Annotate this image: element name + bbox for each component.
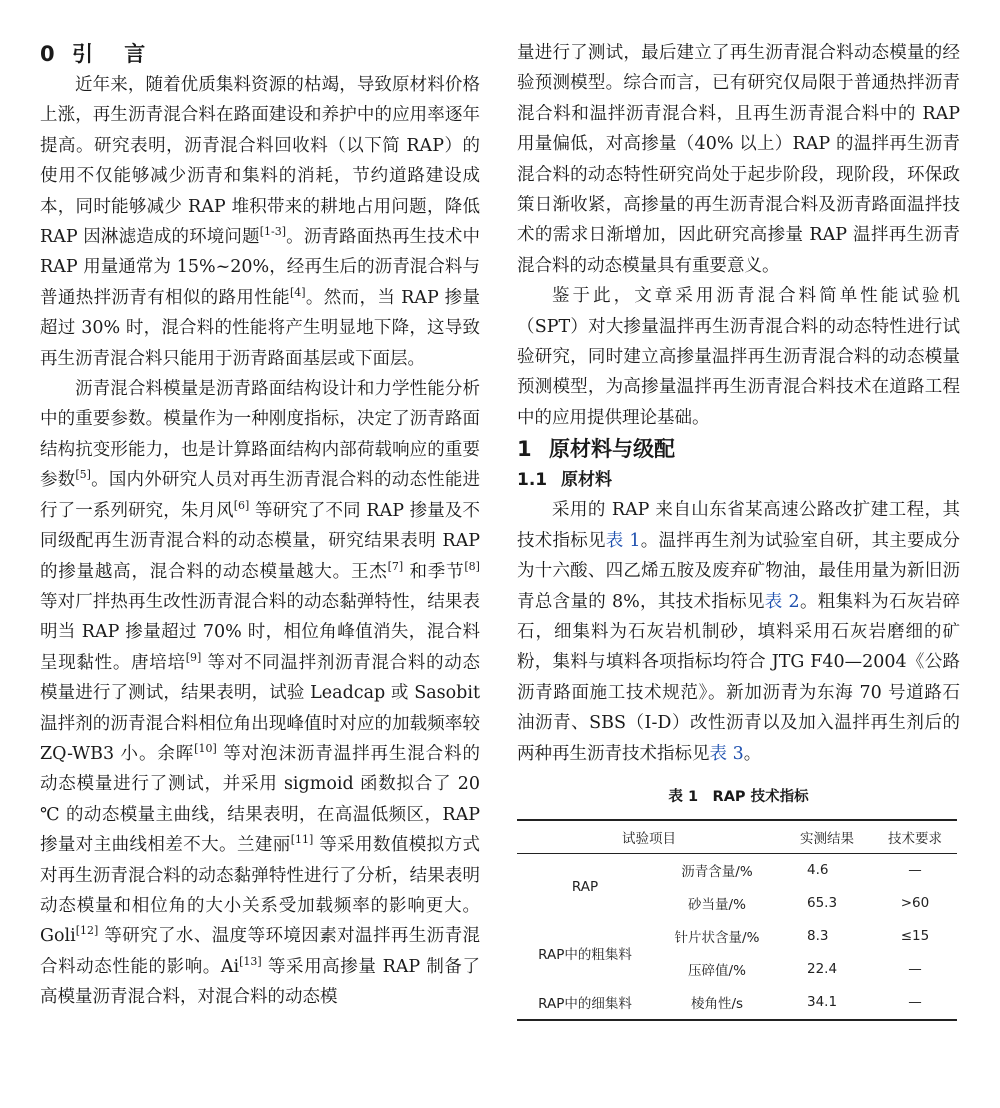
table-row [517, 920, 957, 953]
requirement-value: — [908, 862, 922, 879]
table-row [517, 986, 957, 1020]
table-2-link[interactable]: 表 2 [764, 591, 800, 612]
section-heading-materials [517, 433, 960, 465]
requirement-value: ≤15 [900, 928, 930, 945]
row-group-label: RAP中的细集料 [517, 986, 653, 1020]
citation: [9] [185, 650, 202, 664]
right-column [517, 38, 960, 1021]
table-1-caption: 表 1 RAP 技术指标 [668, 788, 809, 805]
test-item: 沥青含量/% [681, 864, 753, 881]
measured-value: 8.3 [807, 928, 829, 945]
section-title: 引 言 [72, 42, 158, 66]
section-number: 0 [40, 42, 55, 66]
table-header-row [517, 820, 957, 854]
intro-paragraph-2-continued: 量进行了测试，最后建立了再生沥青混合料动态模量的经验预测模型。综合而言，已有研究仅局限于普通热拌沥青混合料和温拌沥青混合料，且再生沥青混合料中的 RAP 用量偏低，对高掺量（40% 以上）RAP 的温拌再生沥青混合料的动态特性研究尚处于起步阶段，现阶段，环保政策日渐收紧，高掺量的再生沥青混合料及沥青路面温拌技术的需求日渐增加，因此研究高掺量 RAP 温拌再生沥青混合料的动态模量具有重要意义。 [517, 43, 960, 276]
citation: [10] [194, 741, 217, 755]
requirement-value: — [873, 986, 957, 1020]
citation: [6] [233, 498, 250, 512]
intro-paragraph-3: 鉴于此，文章采用沥青混合料简单性能试验机（SPT）对大掺量温拌再生沥青混合料的动态特性进行试验研究，同时建立高掺量温拌再生沥青混合料的动态模量预测模型，为高掺量温拌再生沥青混合料技术在道路工程中的应用提供理论基础。 [517, 286, 960, 428]
row-group-label: RAP [571, 878, 599, 895]
rap-technical-index-table [517, 819, 957, 1021]
requirement-value: >60 [900, 895, 930, 912]
citation: [11] [290, 833, 314, 847]
materials-paragraph: 采用的 RAP 来自山东省某高速公路改扩建工程，其技术指标见表 1。温拌再生剂为试验室自研，其主要成分为十六酸、四乙烯五胺及废弃矿物油，最佳用量为新旧沥青总含量的 8%，其技术指标见表 2。粗集料为石灰岩碎石，细集料为石灰岩机制砂，填料采用石灰岩磨细的矿粉，集料与填料各项指标均符合 JTG F40—2004《公路沥青路面施工技术规范》。新加沥青为东海 70 号道路石油沥青、SBS（I-D）改性沥青以及加入温拌再生剂后的两种再生沥青技术指标见表 3。 [517, 500, 961, 764]
table-row [517, 853, 957, 887]
test-item: 砂当量/% [688, 897, 746, 914]
header-technical-requirement: 技术要求 [873, 820, 957, 854]
header-measured-result: 实测结果 [781, 820, 873, 854]
subsection-heading-raw-materials [517, 465, 960, 495]
subsection-number: 1.1 [517, 470, 548, 491]
citation: [1-3] [259, 225, 286, 239]
citation: [13] [239, 954, 262, 968]
measured-value: 22.4 [807, 961, 838, 978]
row-group-label: RAP中的粗集料 [538, 946, 632, 963]
intro-paragraph-1: 近年来，随着优质集料资源的枯竭，导致原材料价格上涨，再生沥青混合料在路面建设和养护中的应用率逐年提高。研究表明，沥青混合料回收料（以下简 RAP）的使用不仅能够减少沥青和集料的消耗，节约道路建设成本，同时能够减少 RAP 堆积带来的耕地占用问题，降低 RAP 因淋滤造成的环境问题[1-3]。沥青路面热再生技术中 RAP 用量通常为 15%~20%，经再生后的沥青混合料与普通热拌沥青有相似的路用性能[4]。然而，当 RAP 掺量超过 30% 时，混合料的性能将产生明显地下降，这导致再生沥青混合料只能用于沥青路面基层或下面层。 [40, 75, 481, 369]
section-title: 原材料与级配 [549, 437, 675, 462]
table-1-link[interactable]: 表 1 [605, 530, 641, 551]
section-heading-introduction [40, 38, 480, 70]
citation: [5] [75, 468, 91, 482]
citation: [8] [464, 559, 480, 573]
test-item: 棱角性/s [653, 986, 781, 1020]
citation: [7] [387, 559, 404, 573]
citation: [12] [75, 924, 99, 938]
test-item: 压碎值/% [688, 963, 746, 980]
measured-value: 4.6 [807, 862, 829, 879]
measured-value: 34.1 [781, 986, 873, 1020]
left-column [40, 38, 480, 1013]
subsection-title: 原材料 [561, 470, 612, 491]
intro-paragraph-2: 沥青混合料模量是沥青路面结构设计和力学性能分析中的重要参数。模量作为一种刚度指标，决定了沥青路面结构抗变形能力，也是计算路面结构内部荷载响应的重要参数[5]。国内外研究人员对再生沥青混合料的动态性能进行了一系列研究，朱月风[6] 等研究了不同 RAP 掺量及不同级配再生沥青混合料的动态模量，研究结果表明 RAP 的掺量越高，混合料的动态模量越大。王杰[7] 和季节[8] 等对厂拌热再生改性沥青混合料的动态黏弹特性，结果表明当 RAP 掺量超过 70% 时，相位角峰值消失，混合料呈现黏性。唐培培[9] 等对不同温拌剂沥青混合料的动态模量进行了测试，结果表明，试验 Leadcap 或 Sasobit 温拌剂的沥青混合料相位角出现峰值时对应的加载频率较 ZQ-WB3 小。余晖[10] 等对泡沫沥青温拌再生混合料的动态模量进行了测试，并采用 sigmoid 函数拟合了 20 ℃ 的动态模量主曲线，结果表明，在高温低频区，RAP 掺量对主曲线相差不大。兰建丽[11] 等采用数值模拟方式对再生沥青混合料的动态黏弹特性进行了分析，结果表明动态模量和相位角的大小关系受加载频率的影响更大。Goli[12] 等研究了水、温度等环境因素对温拌再生沥青混合料动态性能的影响。Ai[13] 等采用高掺量 RAP 制备了高模量沥青混合料，对混合料的动态模 [40, 379, 481, 1008]
test-item: 针片状含量/% [674, 930, 760, 947]
section-number: 1 [517, 437, 532, 462]
citation: [4] [289, 285, 306, 299]
header-test-item: 试验项目 [517, 820, 781, 854]
measured-value: 65.3 [807, 895, 838, 912]
requirement-value: — [908, 961, 922, 978]
table-3-link[interactable]: 表 3 [709, 743, 744, 764]
